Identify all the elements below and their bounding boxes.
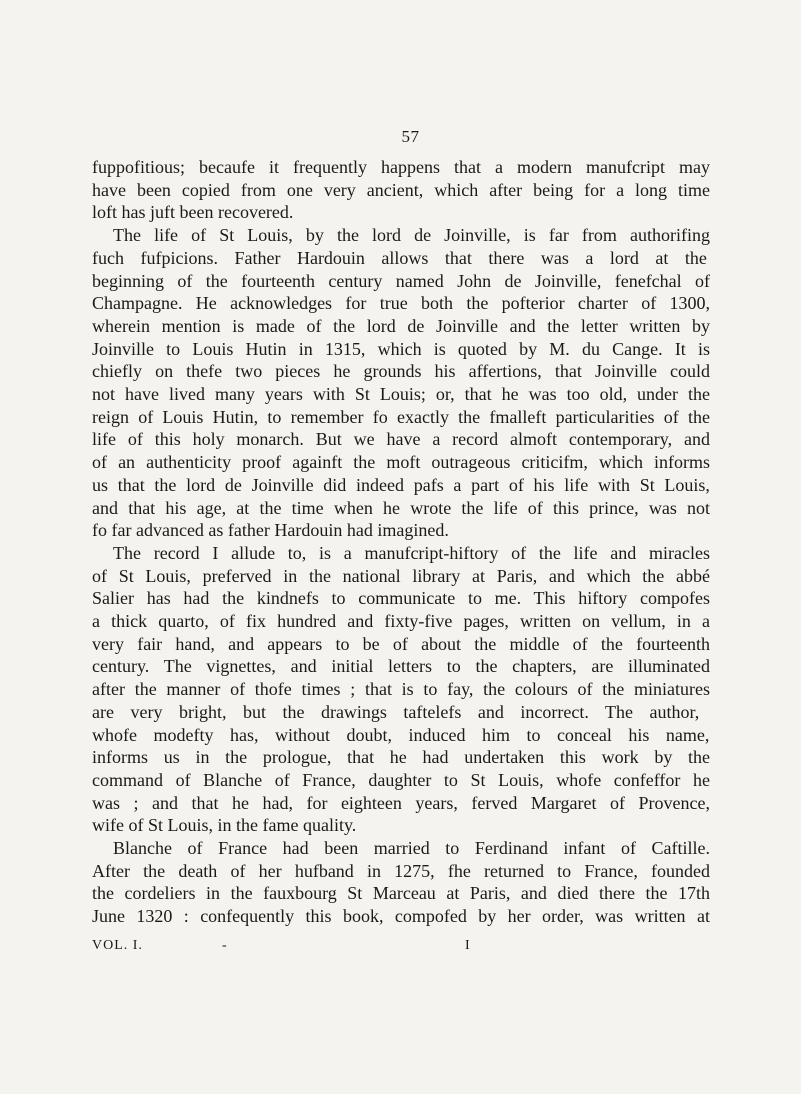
- text-line: [0, 200, 801, 224]
- text-line: [0, 768, 801, 792]
- text-line: [0, 223, 801, 247]
- text-line: [0, 813, 801, 837]
- text-line-content: command of Blanche of France, daughter to St Louis, whofe confeffor he: [92, 769, 710, 790]
- text-line-content: Champagne. He acknowledges for true both the pofterior charter of 1300,: [92, 293, 711, 314]
- text-line: [0, 654, 801, 678]
- text-line: [0, 450, 801, 474]
- text-line: [0, 541, 801, 565]
- text-line: [0, 518, 801, 542]
- text-line-content: after the manner of thofe times ; that is to fay, the colours of the miniatures: [92, 679, 710, 700]
- text-line-content: are very bright, but the drawings taftelefs and incorrect. The author,: [92, 701, 700, 722]
- text-line-content: reign of Louis Hutin, to remember fo exactly the fmalleft particularities of the: [92, 406, 710, 427]
- text-line-content: whofe modefty has, without doubt, induced him to conceal his name,: [92, 724, 710, 745]
- text-line-content: chiefly on thefe two pieces he grounds his affertions, that Joinville could: [92, 361, 711, 382]
- text-line: [0, 632, 801, 656]
- text-line: [0, 564, 801, 588]
- text-line: [0, 155, 801, 179]
- text-line: [0, 904, 801, 928]
- text-line: [0, 723, 801, 747]
- text-line: [0, 473, 801, 497]
- text-line: [0, 496, 801, 520]
- text-line-content: fuch fufpicions. Father Hardouin allows that there was a lord at the: [92, 247, 707, 268]
- text-line-content: the cordeliers in the fauxbourg St Marceau at Paris, and died there the 17th: [92, 883, 711, 904]
- text-line: [0, 609, 801, 633]
- text-line: [0, 677, 801, 701]
- text-line-content: very fair hand, and appears to be of about the middle of the fourteenth: [92, 633, 711, 654]
- signature-mark: I: [465, 938, 471, 953]
- text-line: [0, 859, 801, 883]
- text-line: [0, 836, 801, 860]
- text-line-content: not have lived many years with St Louis; or, that he was too old, under the: [92, 384, 711, 404]
- text-line-content: a thick quarto, of fix hundred and fixty-five pages, written on vellum, in a: [92, 611, 711, 631]
- text-line-content: fuppofitious; becaufe it frequently happens that a modern manufcript may: [92, 157, 711, 177]
- text-line: [0, 178, 801, 202]
- text-line-content: of an authenticity proof againft the moft outrageous criticifm, which informs: [92, 452, 711, 473]
- text-line-content: informs us in the prologue, that he had undertaken this work by the: [92, 747, 711, 768]
- volume-label: VOL. I.: [92, 938, 143, 953]
- text-line-content: The record I allude to, is a manufcript-hiftory of the life and miracles: [113, 542, 710, 563]
- text-line-content: Salier has had the kindnefs to communicate to me. This hiftory compofes: [92, 588, 710, 609]
- text-line: [0, 359, 801, 383]
- text-line: [0, 405, 801, 429]
- page-number: 57: [401, 127, 420, 146]
- text-line: [0, 291, 801, 315]
- text-line-content: After the death of her hufband in 1275, fhe returned to France, founded: [92, 860, 710, 881]
- text-line: [0, 314, 801, 338]
- text-line-content: Blanche of France had been married to Ferdinand infant of Caftille.: [113, 838, 711, 858]
- text-line-content: fo far advanced as father Hardouin had imagined.: [92, 520, 449, 541]
- text-line-content: us that the lord de Joinville did indeed pafs a part of his life with St Louis,: [92, 474, 710, 495]
- text-line: [0, 246, 801, 270]
- page-footer: [0, 936, 801, 956]
- text-line-content: was ; and that he had, for eighteen years, ferved Margaret of Provence,: [92, 792, 710, 813]
- text-line-content: wherein mention is made of the lord de Joinville and the letter written by: [92, 315, 711, 336]
- text-line-content: century. The vignettes, and initial letters to the chapters, are illuminated: [92, 656, 711, 677]
- text-line: [0, 881, 801, 905]
- text-line: [0, 382, 801, 406]
- text-line-content: wife of St Louis, in the fame quality.: [92, 815, 357, 836]
- text-line: [0, 269, 801, 293]
- text-line-content: Joinville to Louis Hutin in 1315, which is quoted by M. du Cange. It is: [92, 338, 710, 359]
- text-line: [0, 586, 801, 610]
- text-line: [0, 427, 801, 451]
- text-line-content: June 1320 : confequently this book, compofed by her order, was written at: [92, 906, 710, 927]
- text-line-content: The life of St Louis, by the lord de Joinville, is far from authorifing: [113, 225, 710, 246]
- footer-dash: -: [222, 938, 228, 953]
- text-line: [0, 791, 801, 815]
- text-line-content: and that his age, at the time when he wrote the life of this prince, was not: [92, 497, 711, 518]
- text-line: [0, 700, 801, 724]
- text-line-content: loft has juft been recovered.: [92, 202, 294, 223]
- text-line-content: life of this holy monarch. But we have a record almoft contemporary, and: [92, 429, 710, 450]
- text-line-content: beginning of the fourteenth century named John de Joinville, fenefchal of: [92, 270, 711, 291]
- text-line: [0, 745, 801, 769]
- text-line: [0, 337, 801, 361]
- text-line-content: of St Louis, preferved in the national library at Paris, and which the abbé: [92, 565, 710, 586]
- text-line-content: have been copied from one very ancient, which after being for a long time: [92, 179, 711, 200]
